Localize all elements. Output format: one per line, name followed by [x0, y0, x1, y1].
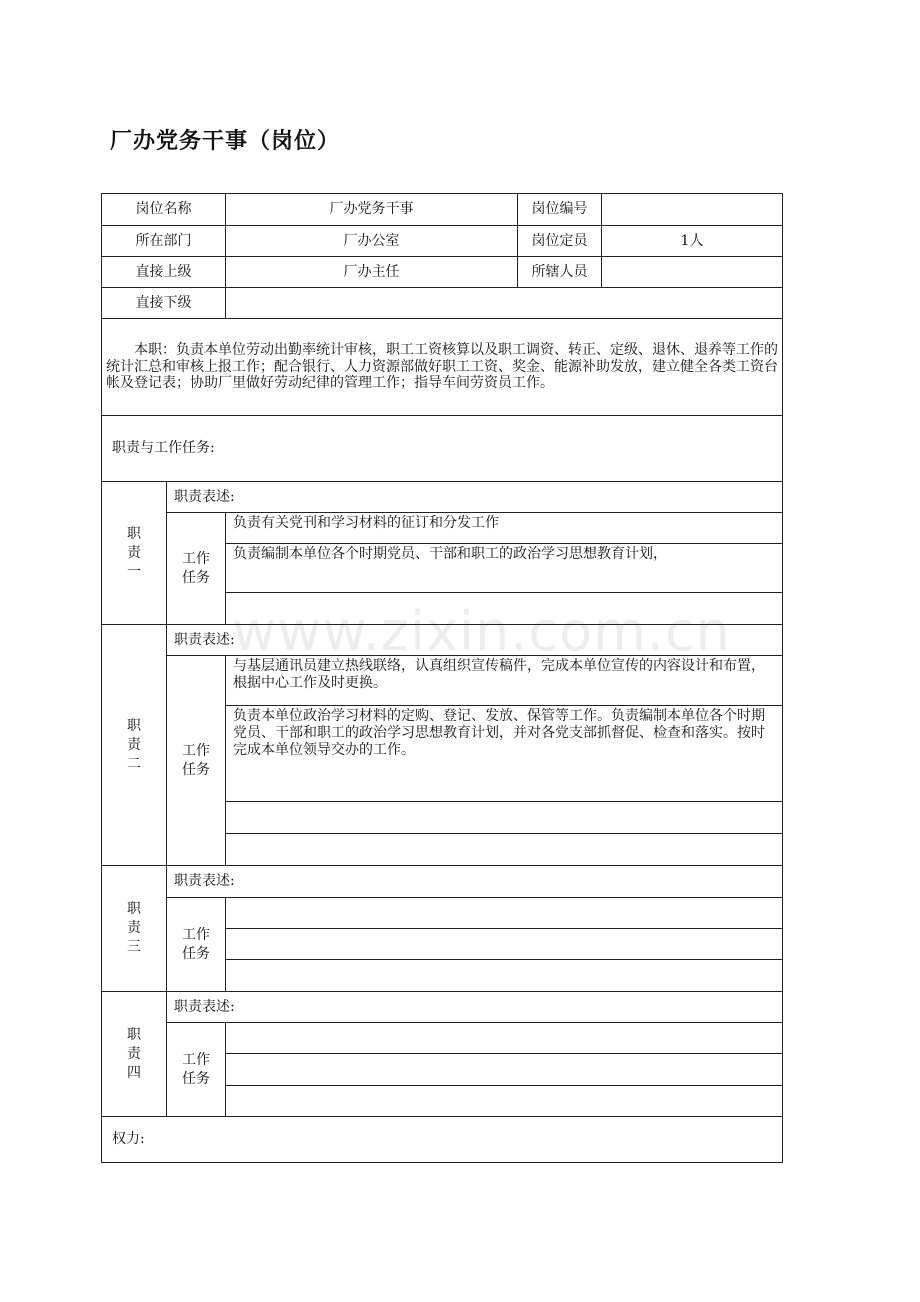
duty-3-label-char: 责: [127, 920, 141, 936]
duty-3-desc-label: 职责表述:: [167, 866, 783, 898]
job-summary-text: 本职：负责本单位劳动出勤率统计审核，职工工资核算以及职工调资、转正、定级、退休、退养等工作的统计汇总和审核上报工作；配合银行、人力资源部做好职工工资、奖金、能源补助发放，建立健全各类工资台帐及登记表；协助厂里做好劳动纪律的管理工作；指导车间劳资员工作。: [106, 341, 778, 392]
duty-3-label: [102, 866, 167, 992]
duty-4-label-char: 职: [127, 1026, 141, 1043]
staffing-value: 1人: [602, 226, 783, 257]
job-description-table: [101, 193, 783, 1163]
job-summary: [102, 319, 783, 416]
duty-1-label-char: 责: [127, 544, 141, 561]
duty-2-desc-label: 职责表述:: [167, 625, 783, 656]
duty-2-label-char: 责: [127, 736, 141, 753]
duty-4-task-1: [226, 1023, 783, 1054]
superior-label: 直接上级: [102, 257, 226, 288]
duty-2-task-1: 与基层通讯员建立热线联络，认真组织宣传稿件，完成本单位宣传的内容设计和布置，根据中心工作及时更换。: [226, 656, 783, 706]
dept-label: 所在部门: [102, 226, 226, 257]
duty-3-label-char: 三: [127, 939, 141, 955]
duty-2-label-char: 二: [127, 755, 141, 772]
duty-1-label: [102, 482, 167, 625]
duties-heading: 职责与工作任务:: [102, 416, 783, 482]
duty-1-label-char: 一: [127, 563, 141, 580]
direct-sub-value: [226, 288, 783, 319]
duty-1-label-char: 职: [127, 525, 141, 542]
duty-2-task-4: [226, 834, 783, 866]
duty-2-task-label: 工作 任务: [167, 656, 226, 866]
superior-value: 厂办主任: [226, 257, 518, 288]
direct-sub-label: 直接下级: [102, 288, 226, 319]
duty-4-label-char: 四: [127, 1064, 141, 1081]
duty-3-task-2: [226, 929, 783, 960]
duty-1-task-1: 负责有关党刊和学习材料的征订和分发工作: [226, 513, 783, 544]
post-name-value: 厂办党务干事: [226, 194, 518, 226]
page-title: 厂办党务干事（岗位）: [110, 129, 341, 154]
subordinates-label: 所辖人员: [518, 257, 602, 288]
authority-label: 权力:: [102, 1117, 783, 1163]
subordinates-value: [602, 257, 783, 288]
post-name-label: 岗位名称: [102, 194, 226, 226]
dept-value: 厂办公室: [226, 226, 518, 257]
duty-4-task-2: [226, 1054, 783, 1086]
duty-3-label-char: 职: [127, 901, 141, 917]
duty-2-task-2: 负责本单位政治学习材料的定购、登记、发放、保管等工作。负责编制本单位各个时期党员、干部和职工的政治学习思想教育计划，并对各党支部抓督促、检查和落实。按时完成本单位领导交办的工作。: [226, 706, 783, 802]
post-no-value: [602, 194, 783, 226]
duty-4-task-3: [226, 1086, 783, 1117]
duty-1-task-2: 负责编制本单位各个时期党员、干部和职工的政治学习思想教育计划，: [226, 544, 783, 593]
duty-1-task-label: 工作 任务: [167, 513, 226, 625]
duty-1-desc-label: 职责表述:: [167, 482, 783, 513]
staffing-label: 岗位定员: [518, 226, 602, 257]
duty-4-label-char: 责: [127, 1045, 141, 1062]
duty-4-desc-label: 职责表述:: [167, 992, 783, 1023]
duty-3-task-1: [226, 898, 783, 929]
post-no-label: 岗位编号: [518, 194, 602, 226]
duty-2-label: [102, 625, 167, 866]
duty-2-task-3: [226, 802, 783, 834]
duty-4-task-label: 工作 任务: [167, 1023, 226, 1117]
duty-3-task-3: [226, 960, 783, 992]
duty-3-task-label: 工作 任务: [167, 898, 226, 992]
duty-4-label: [102, 992, 167, 1117]
watermark: www.zixin.com.cn: [232, 600, 731, 663]
duty-2-label-char: 职: [127, 717, 141, 734]
duty-1-task-3: [226, 593, 783, 625]
